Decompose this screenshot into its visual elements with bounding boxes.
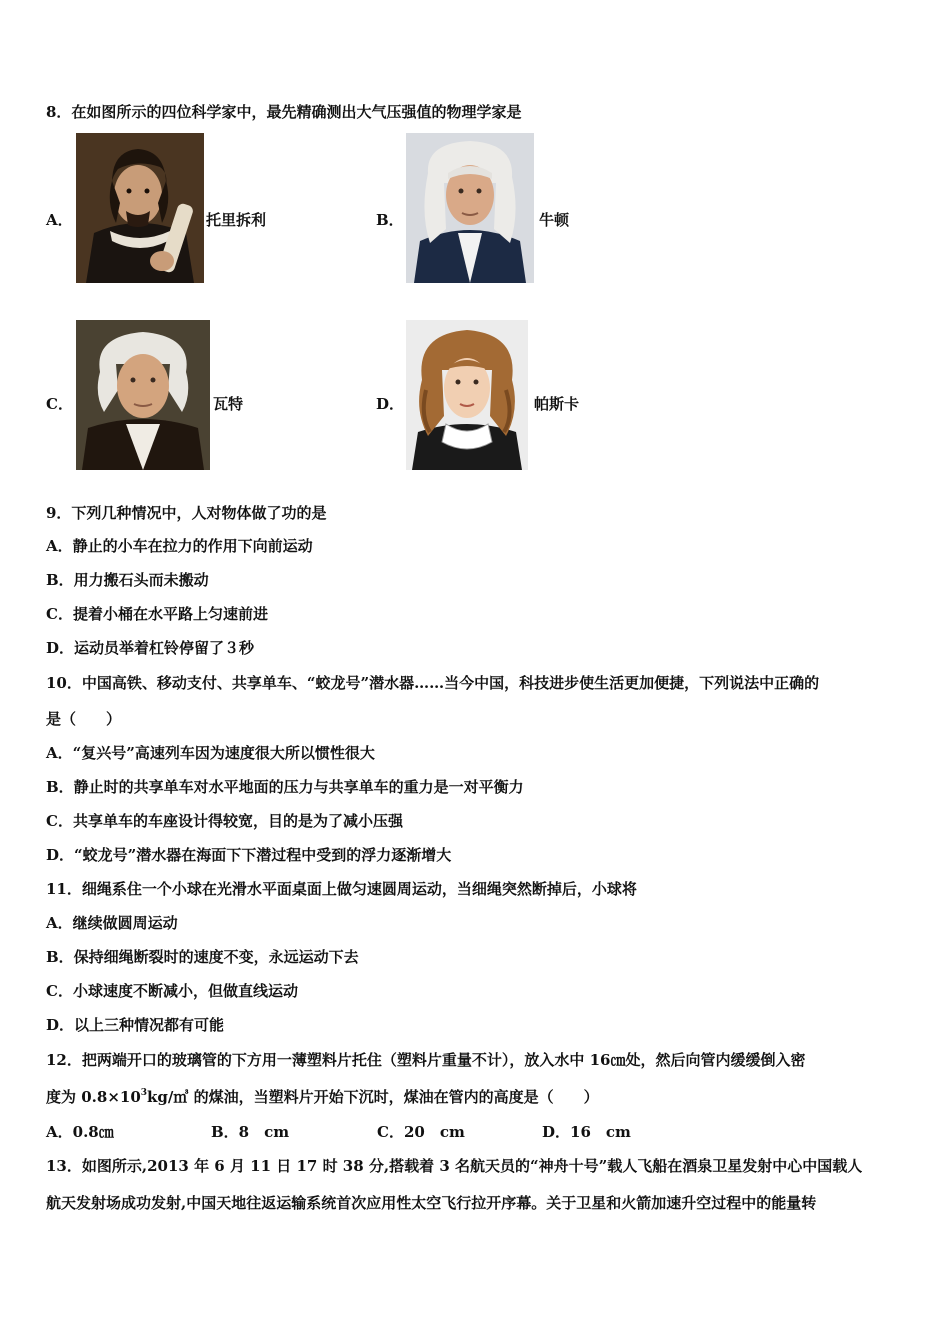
q10-option-a: A．“复兴号”高速列车因为速度很大所以惯性很大 [46,744,375,762]
q12-density-unit: kg/㎥ [147,1088,189,1106]
q12-option-b: B．8 cm [211,1123,290,1141]
q11-option-a: A．继续做圆周运动 [46,914,178,932]
q10-option-d: D．“蛟龙号”潜水器在海面下下潜过程中受到的浮力逐渐增大 [46,846,452,864]
q8-option-d-name: 帕斯卡 [534,395,580,413]
torricelli-portrait [76,133,204,283]
q13-stem-line1: 13．如图所示,2013 年 6 月 11 日 17 时 38 分,搭载着 3 名航天员的“神舟十号”载人飞船在酒泉卫星发射中心中国载人 [46,1157,863,1175]
q12-stem-line2 [46,1087,599,1107]
q12-stem-line2-rest: 的煤油，当塑料片开始下沉时，煤油在管内的高度是（ ） [188,1088,599,1106]
q9-option-a: A．静止的小车在拉力的作用下向前运动 [46,537,313,555]
q10-option-b: B．静止时的共享单车对水平地面的压力与共享单车的重力是一对平衡力 [46,778,524,796]
pascal-portrait [406,320,528,470]
q11-stem: 11．细绳系住一个小球在光滑水平面桌面上做匀速圆周运动，当细绳突然断掉后，小球将 [46,880,637,898]
q12-density-prefix: 度为 0.8×10 [46,1088,141,1106]
q12-option-c: C．20 cm [377,1123,465,1141]
q8-option-a-name: 托里拆利 [206,211,267,229]
q9-option-d: D．运动员举着杠铃停留了３秒 [46,639,255,657]
q11-option-c: C．小球速度不断减小，但做直线运动 [46,982,298,1000]
watt-portrait [76,320,210,470]
q10-stem-line1: 10．中国高铁、移动支付、共享单车、“蛟龙号”潜水器……当今中国，科技进步使生活更加便捷，下列说法中正确的 [46,674,820,692]
q12-option-d: D．16 cm [542,1123,631,1141]
q9-option-c: C．提着小桶在水平路上匀速前进 [46,605,268,623]
q13-stem-line2: 航天发射场成功发射,中国天地往返运输系统首次应用性太空飞行拉开序幕。关于卫星和火箭加速升空过程中的能量转 [46,1194,817,1212]
q12-option-a: A．0.8㎝ [46,1123,114,1141]
q8-option-b-name: 牛顿 [539,211,570,229]
q11-option-d: D．以上三种情况都有可能 [46,1016,225,1034]
q8-option-c-letter: C． [46,395,73,413]
q10-stem-line2: 是（ ） [46,710,122,728]
q8-option-b-letter: B． [376,211,404,229]
q12-density-exponent: 3 [140,1088,148,1098]
q12-stem-line1: 12．把两端开口的玻璃管的下方用一薄塑料片托住（塑料片重量不计），放入水中 16㎝处，然后向管内缓缓倒入密 [46,1051,806,1069]
q9-option-b: B．用力搬石头而未搬动 [46,571,209,589]
q9-stem: 9．下列几种情况中，人对物体做了功的是 [46,504,327,522]
q8-option-d-letter: D． [376,395,405,413]
q8-option-a-letter: A． [46,211,73,229]
q8-stem: 8．在如图所示的四位科学家中，最先精确测出大气压强值的物理学家是 [46,103,522,121]
q10-option-c: C．共享单车的车座设计得较宽，目的是为了减小压强 [46,812,403,830]
newton-portrait [406,133,534,283]
q11-option-b: B．保持细绳断裂时的速度不变，永远运动下去 [46,948,359,966]
q8-option-c-name: 瓦特 [213,395,244,413]
